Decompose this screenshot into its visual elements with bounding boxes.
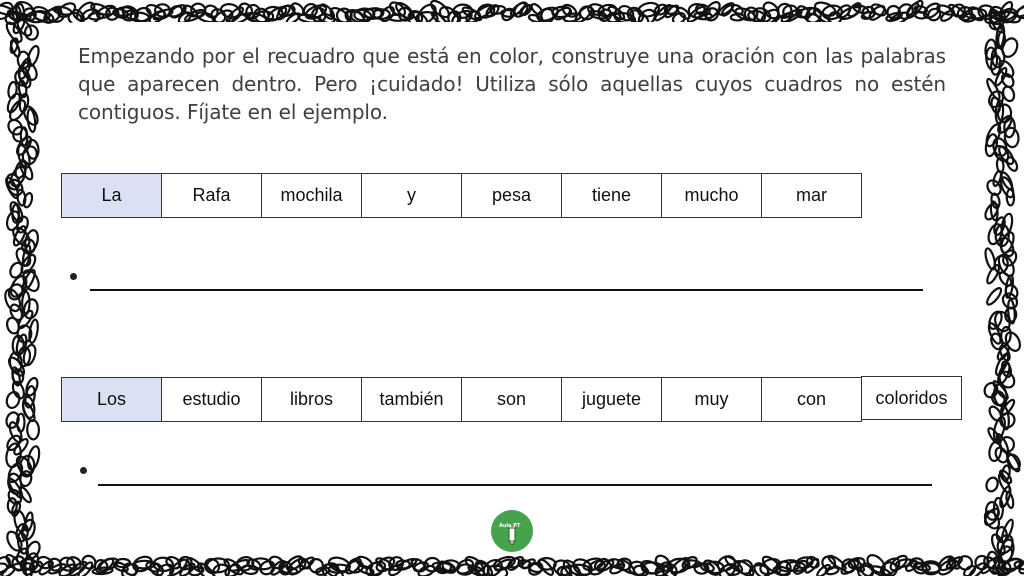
word-cell — [661, 173, 762, 218]
word-cell — [361, 377, 462, 422]
word-row-1 — [61, 173, 862, 218]
word-cell — [161, 173, 262, 218]
word-cell — [261, 173, 362, 218]
instructions-text: Empezando por el recuadro que está en color, construye una oración con las palabras que aparecen dentro. Pero ¡cuidado! Utiliza sólo aquellas cuyos cuadros no estén contiguos. Fíjate en el ejemplo. — [78, 44, 946, 124]
word-cell-label: son — [496, 389, 527, 409]
word-cell-label: Rafa — [192, 185, 231, 205]
word-cell-label: también — [379, 389, 444, 409]
answer-line-1[interactable] — [90, 289, 923, 291]
word-cell-label: juguete — [581, 389, 642, 409]
word-cell — [861, 376, 962, 420]
word-cell-label: pesa — [491, 185, 532, 205]
word-cell — [461, 173, 562, 218]
word-row-2 — [61, 377, 962, 422]
word-cell-label: con — [796, 389, 827, 409]
word-cell — [561, 377, 662, 422]
word-cell — [761, 173, 862, 218]
word-cell — [161, 377, 262, 422]
word-cell — [61, 377, 162, 422]
word-cell-label: libros — [289, 389, 333, 409]
word-cell-label: y — [407, 185, 416, 205]
bullet-2 — [80, 467, 87, 474]
word-cell — [361, 173, 462, 218]
logo-text: Aula PT — [499, 523, 521, 529]
word-cell-label: muy — [694, 389, 729, 409]
word-cell-label: estudio — [182, 389, 241, 409]
word-cell-label: La — [101, 185, 122, 205]
word-cell — [61, 173, 162, 218]
word-cell-label: tiene — [591, 185, 632, 205]
word-cell — [761, 377, 862, 422]
logo-badge — [491, 510, 533, 552]
word-cell — [461, 377, 562, 422]
word-cell — [561, 173, 662, 218]
word-cell — [661, 377, 762, 422]
word-cell-label: coloridos — [875, 388, 948, 408]
bullet-1 — [70, 273, 77, 280]
word-cell-label: Los — [96, 389, 127, 409]
word-cell-label: mar — [796, 185, 827, 205]
answer-line-2[interactable] — [98, 484, 932, 486]
word-cell-label: mochila — [280, 185, 343, 205]
word-cell-label: mucho — [684, 185, 739, 205]
word-cell — [261, 377, 362, 422]
